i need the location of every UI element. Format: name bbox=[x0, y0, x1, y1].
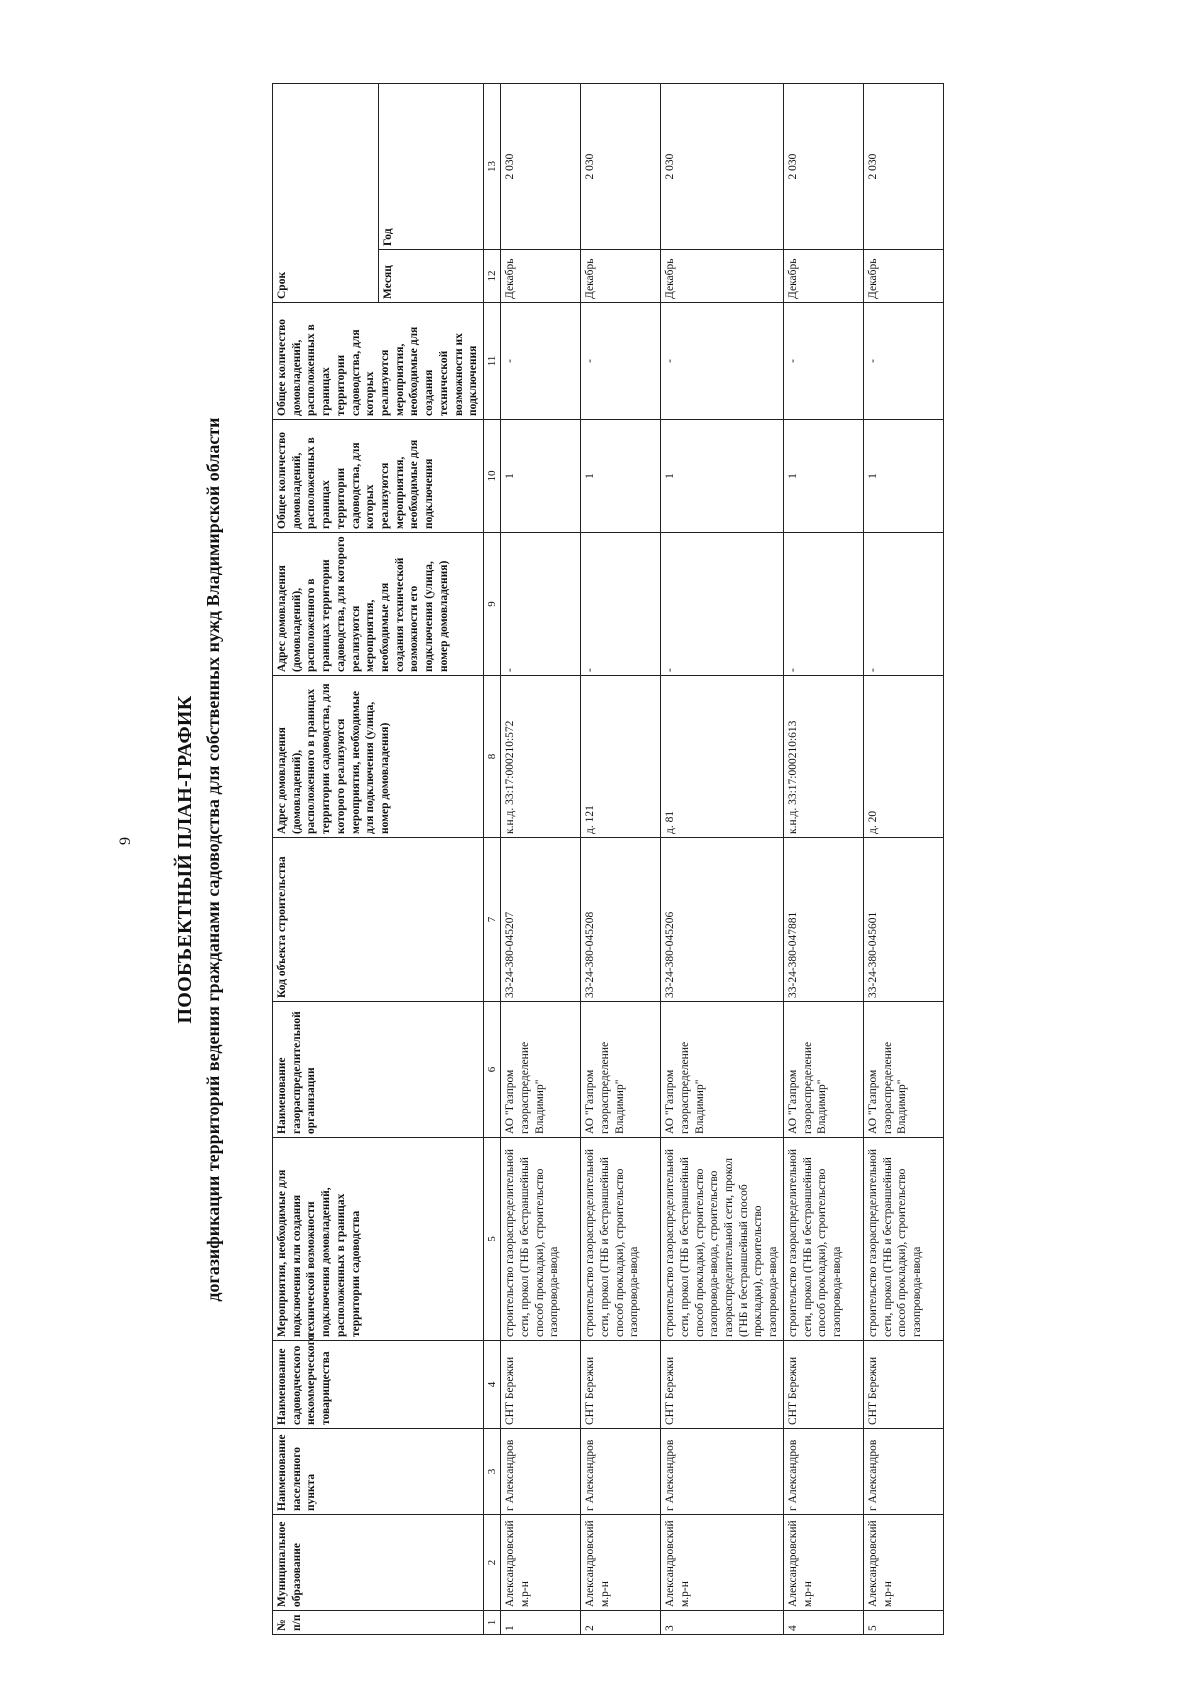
cell-association: СНТ Бережки bbox=[661, 1341, 784, 1429]
cell-count-technical: - bbox=[863, 303, 943, 420]
header-municipality: Муниципальное образование bbox=[273, 1515, 484, 1611]
column-number: 10 bbox=[484, 420, 501, 533]
cell-measures: строительство газораспределительной сети, прокол (ГНБ и бестраншейный способ прокладки), строительство газопровода-ввода bbox=[863, 1138, 943, 1341]
cell-address-connection: к.н.д. 33:17:000210:613 bbox=[783, 676, 863, 838]
cell-year: 2 030 bbox=[581, 83, 661, 249]
cell-gdo: АО "Газпром газораспределение Владимир" bbox=[581, 1002, 661, 1138]
table-row bbox=[501, 83, 581, 1634]
cell-count-technical: - bbox=[783, 303, 863, 420]
cell-count-connection: 1 bbox=[661, 420, 784, 533]
cell-gdo: АО "Газпром газораспределение Владимир" bbox=[661, 1002, 784, 1138]
column-number: 7 bbox=[484, 838, 501, 1002]
column-number: 6 bbox=[484, 1002, 501, 1138]
cell-settlement: г Александров bbox=[863, 1429, 943, 1515]
cell-association: СНТ Бережки bbox=[501, 1341, 581, 1429]
cell-object-code: 33-24-380-045601 bbox=[863, 838, 943, 1002]
column-number: 1 bbox=[484, 1611, 501, 1635]
cell-count-connection: 1 bbox=[581, 420, 661, 533]
page-number: 9 bbox=[117, 837, 134, 845]
header-settlement: Наименование населенного пункта bbox=[273, 1429, 484, 1515]
cell-num: 5 bbox=[863, 1611, 943, 1635]
cell-object-code: 33-24-380-047881 bbox=[783, 838, 863, 1002]
column-number: 11 bbox=[484, 303, 501, 420]
cell-year: 2 030 bbox=[783, 83, 863, 249]
cell-gdo: АО "Газпром газораспределение Владимир" bbox=[863, 1002, 943, 1138]
column-number-row bbox=[484, 83, 501, 1634]
column-number: 13 bbox=[484, 83, 501, 249]
table-row bbox=[661, 83, 784, 1634]
cell-gdo: АО "Газпром газораспределение Владимир" bbox=[783, 1002, 863, 1138]
cell-count-technical: - bbox=[661, 303, 784, 420]
document-title: ПООБЪЕКТНЫЙ ПЛАН-ГРАФИК bbox=[174, 695, 196, 1024]
rotated-document-content bbox=[170, 84, 1090, 1635]
cell-address-technical: - bbox=[661, 533, 784, 676]
header-num: № п/п bbox=[273, 1611, 484, 1635]
cell-count-technical: - bbox=[581, 303, 661, 420]
cell-count-connection: 1 bbox=[783, 420, 863, 533]
cell-object-code: 33-24-380-045207 bbox=[501, 838, 581, 1002]
header-address-technical: Адрес домовладения (домовладений), расположенного в границах территории садоводства, для которого реализуются мероприятия, необходимые для создания технической возможности его подключения (улица, номер домовладения) bbox=[273, 533, 484, 676]
cell-address-connection: д. 20 bbox=[863, 676, 943, 838]
cell-settlement: г Александров bbox=[783, 1429, 863, 1515]
cell-settlement: г Александров bbox=[501, 1429, 581, 1515]
cell-address-connection: д. 121 bbox=[581, 676, 661, 838]
cell-municipality: Александровский м.р-н bbox=[581, 1515, 661, 1611]
cell-settlement: г Александров bbox=[661, 1429, 784, 1515]
cell-month: Декабрь bbox=[581, 250, 661, 303]
header-measures: Мероприятия, необходимые для подключения или создания технической возможности подключения домовладений, расположенных в границах территории садоводства bbox=[273, 1138, 484, 1341]
cell-object-code: 33-24-380-045208 bbox=[581, 838, 661, 1002]
cell-num: 4 bbox=[783, 1611, 863, 1635]
cell-association: СНТ Бережки bbox=[863, 1341, 943, 1429]
column-number: 5 bbox=[484, 1138, 501, 1341]
cell-month: Декабрь bbox=[863, 250, 943, 303]
cell-measures: строительство газораспределительной сети, прокол (ГНБ и бестраншейный способ прокладки), строительство газопровода-ввода, строительство газораспределительной сети, прокол (ГНБ и бестраншейный способ прокладки), строительство газопровода-ввода bbox=[661, 1138, 784, 1341]
cell-municipality: Александровский м.р-н bbox=[501, 1515, 581, 1611]
column-number: 12 bbox=[484, 250, 501, 303]
cell-address-technical: - bbox=[783, 533, 863, 676]
gasification-schedule-table bbox=[272, 83, 944, 1635]
column-number: 9 bbox=[484, 533, 501, 676]
cell-count-connection: 1 bbox=[863, 420, 943, 533]
header-row bbox=[273, 83, 379, 1634]
cell-num: 3 bbox=[661, 1611, 784, 1635]
cell-municipality: Александровский м.р-н bbox=[661, 1515, 784, 1611]
cell-measures: строительство газораспределительной сети, прокол (ГНБ и бестраншейный способ прокладки), строительство газопровода-ввода bbox=[501, 1138, 581, 1341]
cell-gdo: АО "Газпром газораспределение Владимир" bbox=[501, 1002, 581, 1138]
header-month: Месяц bbox=[378, 250, 484, 303]
header-count-connection: Общее количество домовладений, расположенных в границах территории садоводства, для которых реализуются мероприятия, необходимые для подключения bbox=[273, 420, 484, 533]
cell-address-connection: д. 81 bbox=[661, 676, 784, 838]
cell-month: Декабрь bbox=[661, 250, 784, 303]
cell-year: 2 030 bbox=[863, 83, 943, 249]
cell-count-connection: 1 bbox=[501, 420, 581, 533]
cell-address-technical: - bbox=[863, 533, 943, 676]
header-association: Наименование садоводческого некоммерческого товарищества bbox=[273, 1341, 484, 1429]
table-row bbox=[581, 83, 661, 1634]
document-subtitle: догазификации территорий ведения гражданами садоводства для собственных нужд Владимирской области bbox=[203, 417, 223, 1302]
column-number: 8 bbox=[484, 676, 501, 838]
cell-year: 2 030 bbox=[661, 83, 784, 249]
header-count-technical: Общее количество домовладений, расположенных в границах территории садоводства, для которых реализуются мероприятия, необходимые для создания технической возможности их подключения bbox=[273, 303, 484, 420]
document-header bbox=[170, 84, 246, 1635]
header-object-code: Код объекта строительства bbox=[273, 838, 484, 1002]
cell-association: СНТ Бережки bbox=[581, 1341, 661, 1429]
column-number: 4 bbox=[484, 1341, 501, 1429]
header-year: Год bbox=[378, 83, 484, 249]
cell-association: СНТ Бережки bbox=[783, 1341, 863, 1429]
cell-measures: строительство газораспределительной сети, прокол (ГНБ и бестраншейный способ прокладки), строительство газопровода-ввода bbox=[581, 1138, 661, 1341]
cell-num: 1 bbox=[501, 1611, 581, 1635]
cell-count-technical: - bbox=[501, 303, 581, 420]
header-address-connection: Адрес домовладения (домовладений), расположенного в границах территории садоводства, для которого реализуются мероприятия, необходимые для подключения (улица, номер домовладения) bbox=[273, 676, 484, 838]
cell-num: 2 bbox=[581, 1611, 661, 1635]
column-number: 3 bbox=[484, 1429, 501, 1515]
cell-measures: строительство газораспределительной сети, прокол (ГНБ и бестраншейный способ прокладки), строительство газопровода-ввода bbox=[783, 1138, 863, 1341]
table-row bbox=[783, 83, 863, 1634]
cell-municipality: Александровский м.р-н bbox=[783, 1515, 863, 1611]
cell-settlement: г Александров bbox=[581, 1429, 661, 1515]
cell-month: Декабрь bbox=[783, 250, 863, 303]
column-number: 2 bbox=[484, 1515, 501, 1611]
cell-month: Декабрь bbox=[501, 250, 581, 303]
cell-object-code: 33-24-380-045206 bbox=[661, 838, 784, 1002]
cell-address-technical: - bbox=[581, 533, 661, 676]
header-gdo: Наименование газораспределительной организации bbox=[273, 1002, 484, 1138]
cell-year: 2 030 bbox=[501, 83, 581, 249]
cell-address-technical: - bbox=[501, 533, 581, 676]
cell-municipality: Александровский м.р-н bbox=[863, 1515, 943, 1611]
cell-address-connection: к.н.д. 33:17:000210:572 bbox=[501, 676, 581, 838]
header-term: Срок bbox=[273, 83, 379, 302]
table-row bbox=[863, 83, 943, 1634]
